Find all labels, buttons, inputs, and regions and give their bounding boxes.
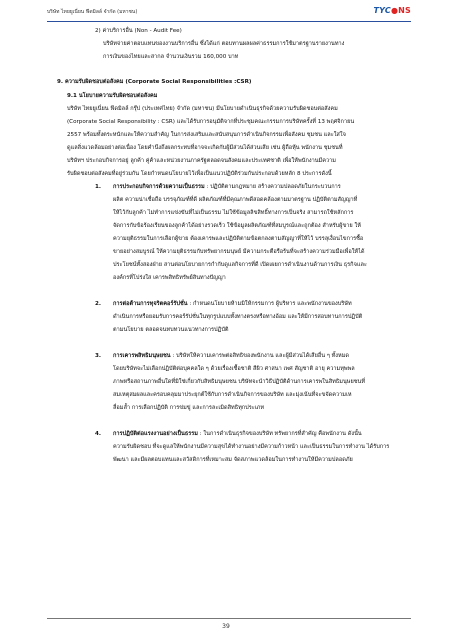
intro-line-2: (Corporate Social Responsibility : CSR) และได้รับการอนุมัติจากที่ประชุมคณะกรรมการบริษัทครั้งที่ 13 พฤศจิกายน [67,119,355,125]
item-1-line-2: ผลิต ความน่าเชื่อถือ บรรจุภัณฑ์ที่ดี ผลิตภัณฑ์ที่มีคุณภาพดีสอดคล้องตามมาตรฐาน ปฏิบัติตามสัญญาที่ [113,197,358,203]
footer-rule [47,618,411,619]
item-2-line-3: ตามนโยบาย ตลอดจนทบทวนแนวทางการปฏิบัติ [113,327,229,333]
item-1-line-8: องค์กรที่โปร่งใส เคารพสิทธิทรัพย์สินทางปัญญา [113,275,226,281]
intro-line-3: 2557 พร้อมทั้งตระหนักและให้ความสำคัญ ในการส่งเสริมและสนับสนุนการดำเนินกิจกรรมเพื่อสังคม ชุมชน และใส่ใจ [67,132,346,138]
page-header [47,6,411,20]
item-1-line-4: จัดการกับข้อร้องเรียนของลูกค้าได้อย่างรวดเร็ว ใช้ข้อมูลผลิตภัณฑ์ที่สมบูรณ์และถูกต้อง สำหรับผู้ขาย ให้ [113,223,361,229]
page-number: 39 [222,623,230,630]
item-3-number: 3. [95,353,102,359]
item-2-line-1: การต่อต้านการทุจริตคอร์รัปชั่น : กำหนดนโยบายห้ามมิให้กรรมการ ผู้บริหาร และพนักงานของบริษัท [113,301,352,307]
item-3-line-3: ภาพหรือสถานภาพอื่นใดที่มิใช่เกี่ยวกับสิทธิมนุษยชน บริษัทจะนำวิธีปฏิบัติด้านการเคารพในสิทธิมนุษยชนที่ [113,379,366,385]
item-4-line-3: พัฒนา และมีผลตอบแทนและสวัสดิการที่เหมาะสม จัดสภาพแวดล้อมในการทำงานให้มีความปลอดภัย [113,457,353,463]
fee-title: 2) ค่าบริการอื่น (Non - Audit Fee) [95,28,182,34]
item-1-line-7: ประโยชน์ทั้งสองฝ่าย สานต่อนโยบายการกำกับดูแลกิจการที่ดี เปิดเผยการดำเนินงานด้านการเงิน ธุรกิจและ [113,262,367,268]
item-3-line-1: การเคารพสิทธิมนุษยชน : บริษัทให้ความเคารพต่อสิทธิของพนักงาน และผู้มีส่วนได้เสียอื่น ๆ ทั้งหมด [113,353,350,359]
item-1-line-5: ความยุติธรรมในการเลือกผู้ขาย ต้องเคารพและปฏิบัติตามข้อตกลงตามสัญญาที่ให้ไว้ บรรลุเงื่อนไขการซื้อ [113,236,364,242]
item-1-line-3: ให้ไว้กับลูกค้า ไม่ทำการแข่งขันที่ไม่เป็นธรรม ไม่ใช้ข้อมูลลิขสิทธิ์ทางการเป็นจริง สามารถใช้หลักการ [113,210,354,216]
item-4-line-1: การปฏิบัติต่อแรงงานอย่างเป็นธรรม : ในการดำเนินธุรกิจของบริษัท ทรัพยากรที่สำคัญ คือพนักงาน ดังนั้น [113,431,362,437]
intro-line-6: รับผิดชอบต่อสังคมที่อยู่ร่วมกัน โดยกำหนดนโยบายไว้เพื่อเป็นแนวปฏิบัติร่วมกันประกอบด้วยหลัก 8 ประการดังนี้ [67,171,332,177]
item-1-line-1: การประกอบกิจการด้วยความเป็นธรรม : ปฏิบัติตามกฎหมาย สร้างความปลอดภัยในกระบวนการ [113,184,341,190]
item-4-number: 4. [95,431,102,437]
section-heading: 9. ความรับผิดชอบต่อสังคม (Corporate Social Responsibilities :CSR) [57,79,252,85]
company-logo: TYC●NS [373,6,411,15]
intro-line-5: บริษัทฯ ประกอบกิจการอยู่ ลูกค้า คู่ค้าและหน่วยงานภาครัฐตลอดจนสังคมและประเทศชาติ เพื่อให้พนักงานมีความ [67,158,336,164]
intro-line-1: บริษัท ไทยยูเนี่ยน ฟีดมิลล์ กรุ๊ป (ประเทศไทย) จำกัด (มหาชน) มีนโยบายดำเนินธุรกิจด้วยความรับผิดชอบต่อสังคม [67,106,338,112]
item-2-line-2: ดำเนินการหรือยอมรับการคอร์รัปชั่นในทุกรูปแบบทั้งทางตรงหรือทางอ้อม และให้มีการสอบทานการปฏิบัติ [113,314,363,320]
item-2-number: 2. [95,301,102,307]
item-1-number: 1. [95,184,102,190]
item-3-line-4: สมเหตุสมผลและครอบคลุมมาประยุกต์ใช้กับการดำเนินกิจการของบริษัท และมุ่งเน้นที่จะขจัดความเห [113,392,352,398]
intro-line-4: ดูแลสิ่งแวดล้อมอย่างต่อเนื่อง โดยคำนึงถึงผลกระทบที่อาจจะเกิดกับผู้มีส่วนได้ส่วนเสีย เช่น ผู้ถือหุ้น พนักงาน ชุมชนที่ [67,145,343,151]
item-1-line-6: ขายอย่างสมบูรณ์ ให้ความยุติธรรมกับทรัพยากรมนุษย์ มีความกระตือรือร้นที่จะสร้างความร่วมมือเพื่อให้ได้ [113,249,365,255]
header-company-name: บริษัท ไทยยูเนี่ยน ฟีดมิลล์ จำกัด (มหาชน) [47,9,138,15]
item-4-line-2: ความรับผิดชอบ ที่จะดูแลให้พนักงานมีความสุขได้ทำงานอย่างมีความก้าวหน้า และเป็นธรรมในการทำงาน ได้รับการ [113,444,390,450]
fee-line-2: การเงินของไทยและสากล จำนวนเงินรวม 160,000 บาท [103,54,239,60]
header-rule [47,21,411,22]
fee-line-1: บริษัทจ่ายค่าตอบแทนของงานบริการอื่น ซึ่งได้แก่ ตอบทานผลผลค่าธรรมการใช้มาตรฐานรายงานทาง [103,41,345,47]
item-3-line-5: ลื่อมล้ำ การเลือกปฏิบัติ การข่มขู่ และการละเมิดสิทธิทุกประเภท [113,405,265,411]
item-3-line-2: โดยบริษัทจะไม่เลือกปฏิบัติต่อบุคคลใด ๆ ด้วยเรื่องเชื้อชาติ สีผิว ศาสนา เพศ สัญชาติ อายุ ความทุพพล [113,366,355,372]
subsection-heading: 9.1 นโยบายความรับผิดชอบต่อสังคม [67,93,158,99]
